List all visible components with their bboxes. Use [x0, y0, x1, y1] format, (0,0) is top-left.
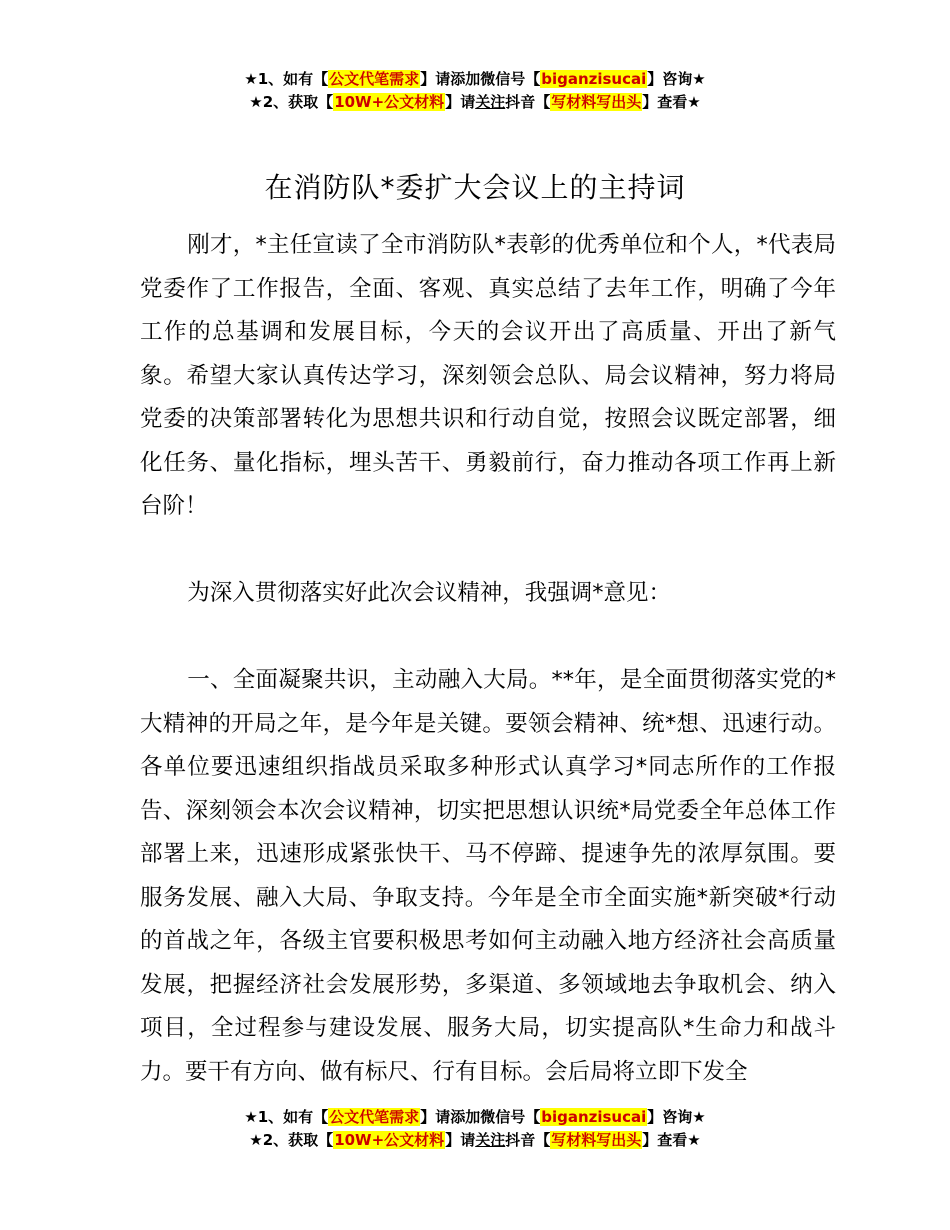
banner-highlight: biganzisucai [541, 1108, 647, 1126]
banner-text: 】查看★ [642, 93, 701, 111]
banner-highlight: 公文代笔需求 [329, 1108, 420, 1126]
banner-line-1 [0, 1106, 950, 1129]
banner-text: 抖音【 [505, 1131, 551, 1149]
banner-text: ★2、获取【 [249, 93, 334, 111]
banner-highlight: 10W+公文材料 [334, 1131, 445, 1149]
banner-line-2 [0, 1129, 950, 1152]
banner-text: 】咨询★ [647, 70, 706, 88]
banner-text: 】请添加微信号【 [420, 1108, 541, 1126]
banner-text: 】请 [445, 1131, 476, 1149]
document-body [140, 224, 836, 1094]
banner-text: 】查看★ [642, 1131, 701, 1149]
header-banner [0, 68, 950, 114]
body-paragraph: 刚才，*主任宣读了全市消防队*表彰的优秀单位和个人，*代表局党委作了工作报告，全面、客观、真实总结了去年工作，明确了今年工作的总基调和发展目标，今天的会议开出了高质量、开出了新气象。希望大家认真传达学习，深刻领会总队、局会议精神，努力将局党委的决策部署转化为思想共识和行动自觉，按照会议既定部署，细化任务、量化指标，埋头苦干、勇毅前行，奋力推动各项工作再上新台阶！ [140, 232, 836, 519]
banner-text: 抖音【 [505, 93, 551, 111]
banner-highlight: 公文代笔需求 [329, 70, 420, 88]
body-paragraph: 为深入贯彻落实好此次会议精神，我强调*意见： [187, 580, 672, 606]
banner-text: ★1、如有【 [244, 70, 329, 88]
banner-text: 】请添加微信号【 [420, 70, 541, 88]
banner-text: 】请 [445, 93, 476, 111]
banner-highlight: 10W+公文材料 [334, 93, 445, 111]
banner-text: 】咨询★ [647, 1108, 706, 1126]
banner-highlight: 写材料写出头 [551, 1131, 642, 1149]
banner-line-2 [0, 91, 950, 114]
banner-text: ★2、获取【 [249, 1131, 334, 1149]
banner-text: ★1、如有【 [244, 1108, 329, 1126]
body-paragraph: 一、全面凝聚共识，主动融入大局。**年，是全面贯彻落实党的*大精神的开局之年，是今年是关键。要领会精神、统*想、迅速行动。各单位要迅速组织指战员采取多种形式认真学习*同志所作的工作报告、深刻领会本次会议精神，切实把思想认识统*局党委全年总体工作部署上来，迅速形成紧张快干、马不停蹄、提速争先的浓厚氛围。要服务发展、融入大局、争取支持。今年是全市全面实施*新突破*行动的首战之年，各级主官要积极思考如何主动融入地方经济社会高质量发展，把握经济社会发展形势，多渠道、多领域地去争取机会、纳入项目，全过程参与建设发展、服务大局，切实提高队*生命力和战斗力。要干有方向、做有标尺、行有目标。会后局将立即下发全 [140, 667, 836, 1085]
document-title: 在消防队*委扩大会议上的主持词 [264, 171, 686, 204]
banner-underlined-text: 关注 [475, 93, 506, 111]
banner-underlined-text: 关注 [475, 1131, 506, 1149]
footer-banner [0, 1106, 950, 1152]
banner-highlight: biganzisucai [541, 70, 647, 88]
banner-line-1 [0, 68, 950, 91]
banner-highlight: 写材料写出头 [551, 93, 642, 111]
